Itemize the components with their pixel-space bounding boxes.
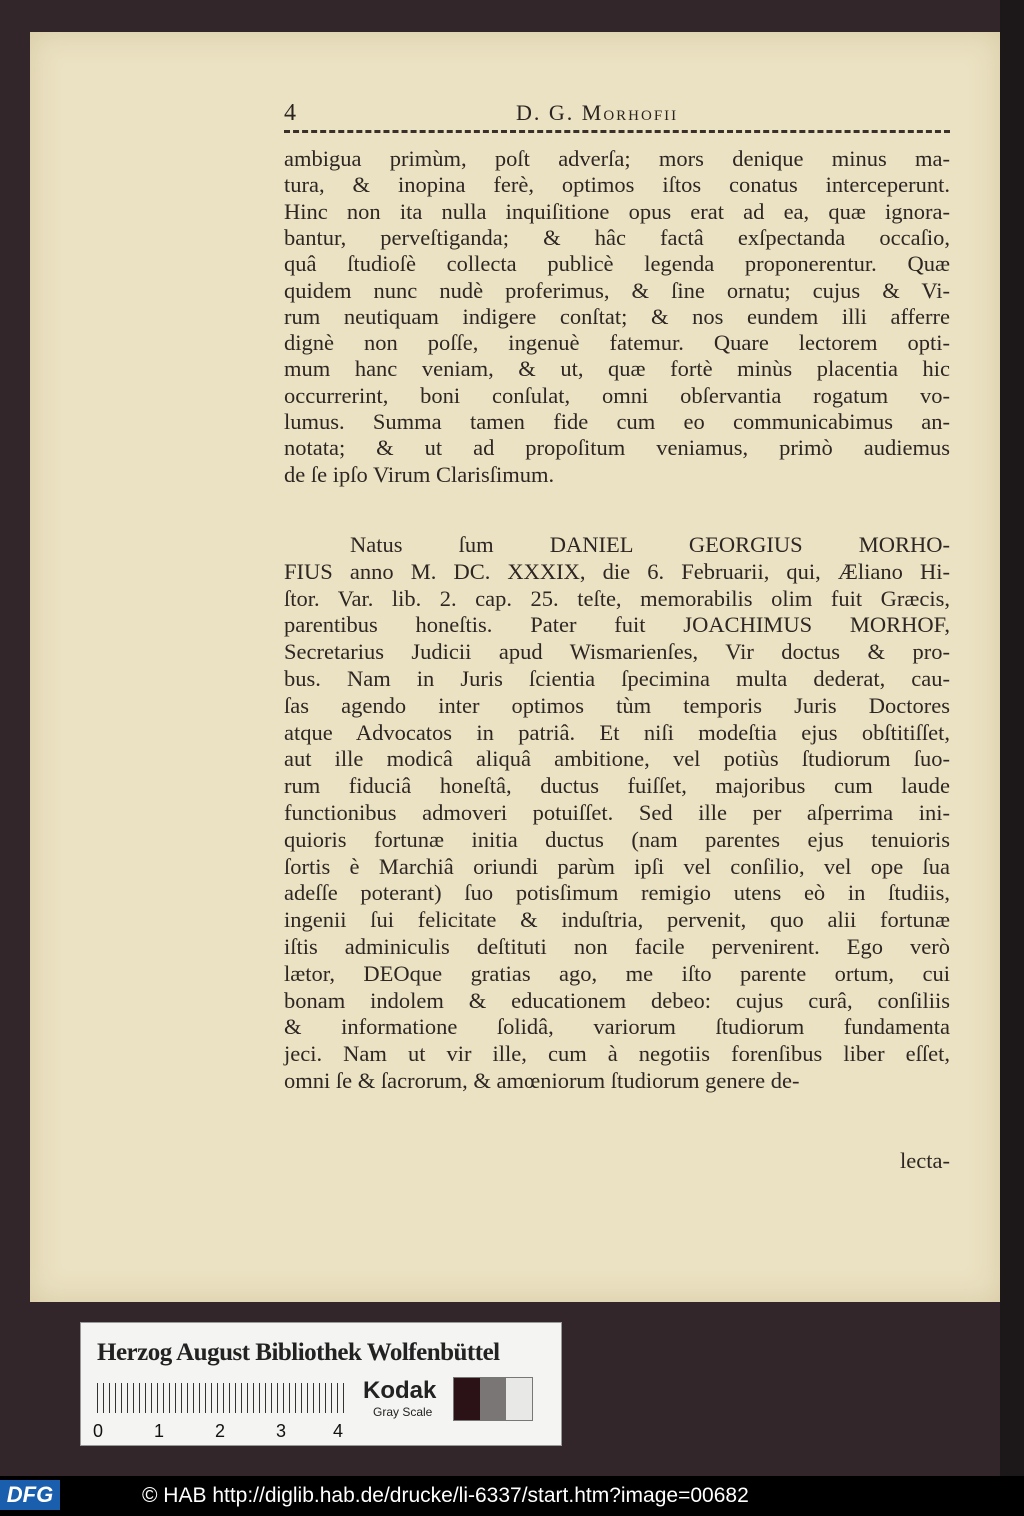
catchword: lecta-: [900, 1148, 950, 1173]
text-line: jeci. Nam ut vir ille, cum à negotiis forenſibus liber eſſet,: [284, 1041, 950, 1067]
text-line: occurrerint, boni conſulat, omni obſervantia rogatum vo-: [284, 382, 950, 408]
text-line: lumus. Summa tamen fide cum eo communicabimus an-: [284, 409, 950, 434]
text-line: quâ ſtudioſè collecta publicè legenda proponerentur. Quæ: [284, 251, 950, 277]
text-line: & informatione ſolidâ, variorum ſtudiorum fundamenta: [284, 1014, 950, 1040]
gray-patch: [480, 1378, 506, 1420]
ruler-label: 2: [215, 1421, 226, 1441]
text-line: bonam indolem & educationem debeo: cujus curâ, conſiliis: [284, 987, 950, 1013]
text-line: bantur, perveſtiganda; & hâc factâ exſpectanda occaſio,: [284, 224, 950, 250]
text-line: ambigua primùm, poſt adverſa; mors denique minus ma-: [284, 146, 950, 171]
gray-scale-label: Gray Scale: [373, 1405, 433, 1419]
ruler-label: 3: [276, 1421, 287, 1441]
scale-ruler: [97, 1383, 347, 1413]
gray-patch: [454, 1378, 480, 1420]
text-line: atque Advocatos in patriâ. Et niſi modeſtia ejus obſtitiſſet,: [284, 719, 950, 745]
text-line: iſtis adminiculis deſtituti non facile pervenirent. Ego verò: [284, 934, 950, 959]
text-line: ſortis è Marchiâ oriundi parùm ipſi vel conſilio, vel ope ſua: [284, 853, 950, 879]
text-line: quidem nunc nudè proferimus, & ſine ornatu; cujus & Vi-: [284, 277, 950, 303]
text-line: functionibus admoveri potuiſſet. Sed ille per aſperrima ini-: [284, 800, 950, 825]
page-header: [284, 100, 950, 130]
ruler-label: 0: [93, 1421, 104, 1441]
color-card: [80, 1322, 562, 1446]
text-line: notata; & ut ad propoſitum veniamus, primò audiemus: [284, 435, 950, 461]
text-line: aut ille modicâ aliquâ ambitione, vel potiùs ſtudiorum ſuo-: [284, 746, 950, 772]
text-line: ſas agendo inter optimos tùm temporis Juris Doctores: [284, 692, 950, 718]
text-line: rum neutiquam indigere conſtat; & nos eundem illi afferre: [284, 303, 950, 329]
text-line: Secretarius Judicii apud Wismarienſes, Vir doctus & pro-: [284, 639, 950, 665]
header-rule: [284, 130, 950, 133]
copyright-url[interactable]: © HAB http://diglib.hab.de/drucke/li-6337/start.htm?image=00682: [142, 1484, 749, 1507]
library-name: Herzog August Bibliothek Wolfenbüttel: [97, 1339, 500, 1366]
text-line: Natus ſum DANIEL GEORGIUS MORHO-: [350, 532, 950, 557]
ruler-label: 1: [154, 1421, 165, 1441]
text-line: ſtor. Var. lib. 2. cap. 25. teſte, memorabilis olim fuit Græcis,: [284, 585, 950, 611]
text-line: Hinc non ita nulla inquiſitione opus erat ad ea, quæ ignora-: [284, 198, 950, 224]
text-line: FIUS anno M. DC. XXXIX, die 6. Februarii, qui, Æliano Hi-: [284, 558, 950, 584]
text-line: dignè non poſſe, ingenuè fatemur. Quare lectorem opti-: [284, 330, 950, 356]
gray-patch: [506, 1378, 532, 1420]
text-line: bus. Nam in Juris ſcientia ſpecimina multa dederat, cau-: [284, 666, 950, 691]
text-line: lætor, DEOque gratias ago, me iſto parente ortum, cui: [284, 960, 950, 986]
scan-edge: [1000, 0, 1024, 1476]
text-line: omni ſe & ſacrorum, & amœniorum ſtudiorum genere de-: [284, 1068, 800, 1093]
footer-bar: [0, 1476, 1024, 1516]
text-line: ingenii ſui felicitate & induſtria, pervenit, quo alii fortunæ: [284, 907, 950, 933]
gray-patches: [453, 1377, 533, 1421]
ruler-label: 4: [333, 1421, 344, 1441]
dfg-logo: DFG: [0, 1480, 60, 1510]
text-line: tura, & inopina ferè, optimos iſtos conatus interceperunt.: [284, 172, 950, 198]
text-line: quioris fortunæ initia ductus (nam parentes ejus tenuioris: [284, 826, 950, 852]
kodak-logo: Kodak: [363, 1377, 437, 1404]
text-line: de ſe ipſo Virum Clarisſimum.: [284, 461, 555, 487]
text-line: adeſſe poterant) ſuo potisſimum remigio utens eò in ſtudiis,: [284, 880, 950, 906]
text-line: mum hanc veniam, & ut, quæ fortè minùs placentia hic: [284, 356, 950, 382]
running-head: D. G. Morhofii: [516, 100, 679, 125]
text-line: rum fiduciâ honeſtâ, ductus fuiſſet, majoribus cum laude: [284, 773, 950, 799]
text-line: parentibus honeſtis. Pater fuit JOACHIMUS MORHOF,: [284, 612, 950, 638]
page-number: 4: [284, 100, 296, 126]
